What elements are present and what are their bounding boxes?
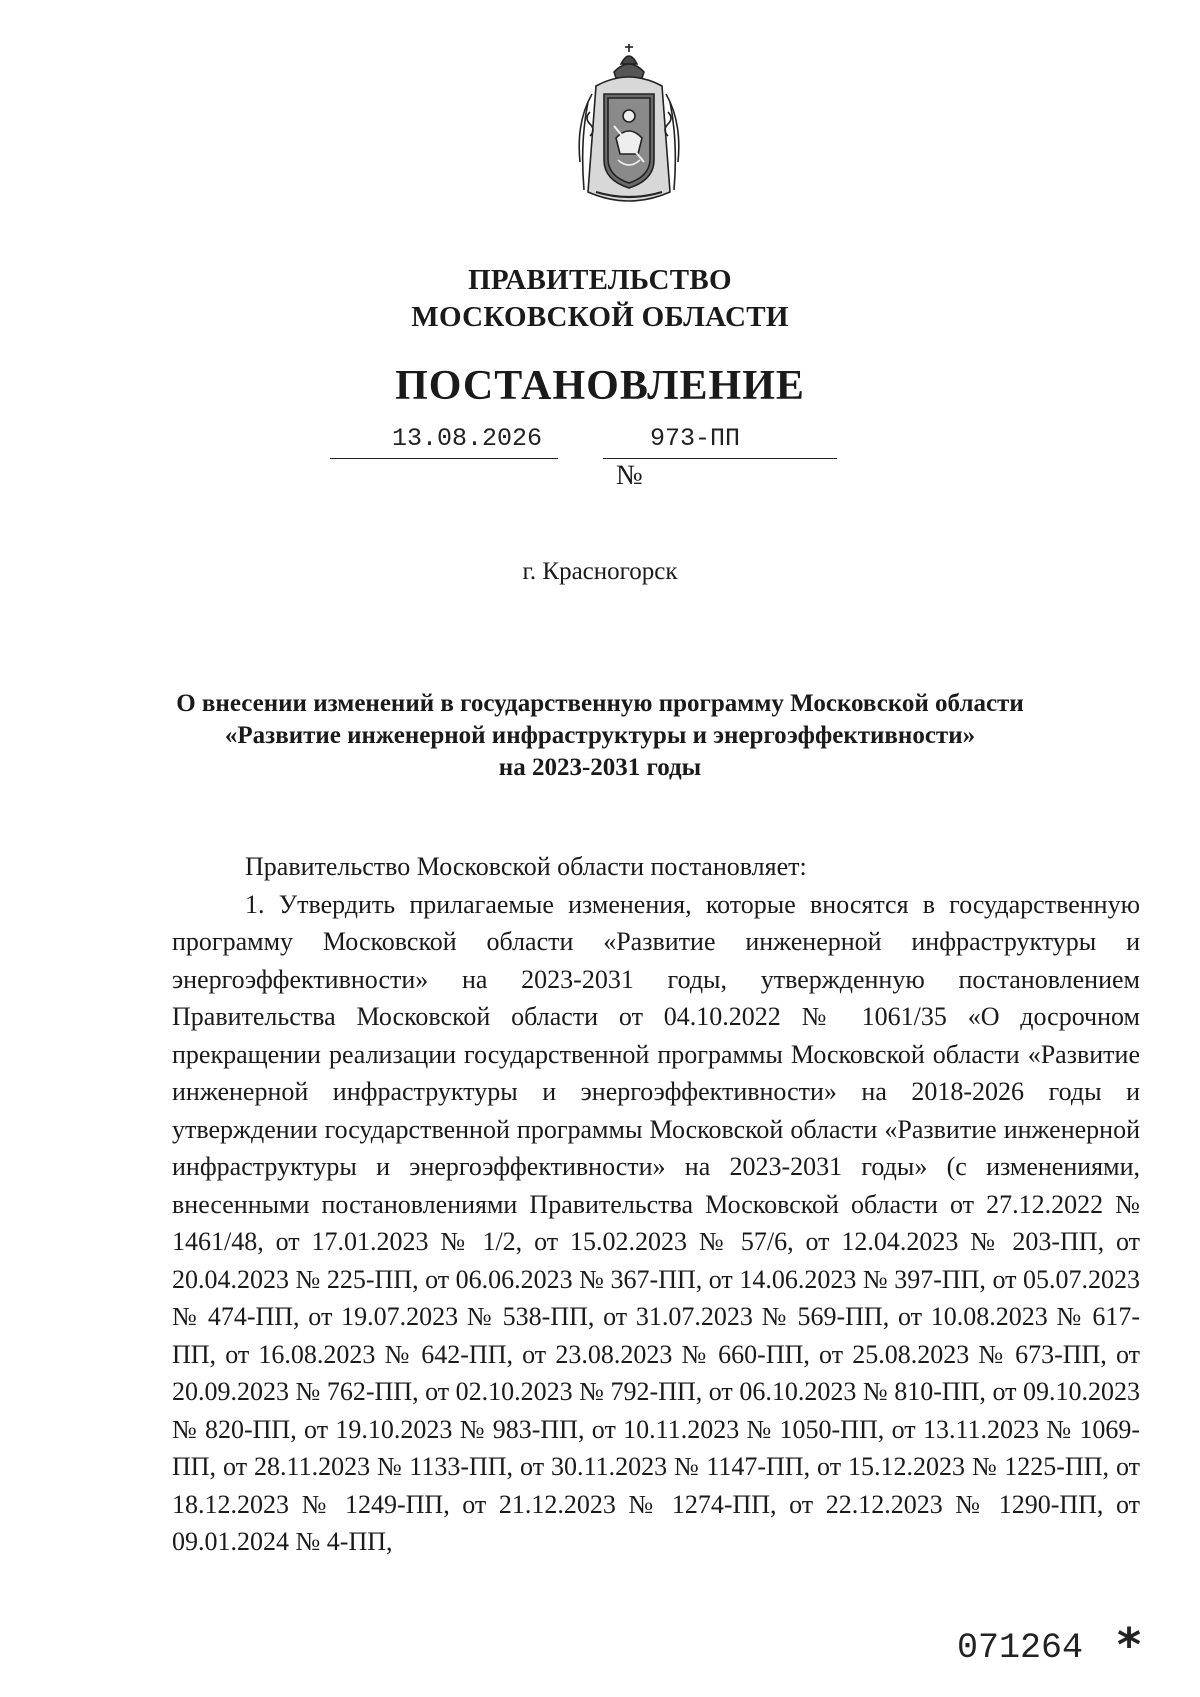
coat-of-arms-icon — [566, 42, 692, 210]
date-underline — [330, 458, 558, 459]
registration-date: 13.08.2026 — [392, 424, 543, 453]
body-intro: Правительство Московской области постановляет: — [245, 852, 807, 881]
organization-region: МОСКОВСКОЙ ОБЛАСТИ — [411, 301, 789, 333]
serial-number: 071264 — [957, 1628, 1084, 1668]
document-type: ПОСТАНОВЛЕНИЕ — [395, 363, 805, 409]
subject-line-3: на 2023-2031 годы — [498, 754, 702, 781]
number-sign: № — [616, 460, 643, 491]
organization-name: ПРАВИТЕЛЬСТВО — [468, 264, 732, 296]
subject-line-1: О внесении изменений в государственную программу Московской области — [176, 690, 1024, 717]
asterisk-mark: * — [1117, 1618, 1142, 1672]
number-underline — [603, 458, 837, 459]
document-subject — [150, 688, 1050, 784]
registration-number: 973-ПП — [650, 424, 741, 453]
subject-line-2: «Развитие инженерной инфраструктуры и энергоэффективности» — [224, 722, 976, 749]
city-line: г. Красногорск — [522, 558, 678, 585]
body-item-1: 1. Утвердить прилагаемые изменения, которые вносятся в государственную программу Московской области «Развитие инженерной инфраструктуры и энергоэффективности» на 2023-2031 годы, утвержденную постановлением Правительства Московской области от 04.10.2022 № 1061/35 «О досрочном прекращении реализации государственной программы Московской области «Развитие инженерной инфраструктуры и энергоэффективности» на 2018-2026 годы и утверждении государственной программы Московской области «Развитие инженерной инфраструктуры и энергоэффективности» на 2023-2031 годы» (с изменениями, внесенными постановлениями Правительства Московской области от 27.12.2022 № 1461/48, от 17.01.2023 № 1/2, от 15.02.2023 № 57/6, от 12.04.2023 № 203-ПП, от 20.04.2023 № 225-ПП, от 06.06.2023 № 367-ПП, от 14.06.2023 № 397-ПП, от 05.07.2023 № 474-ПП, от 19.07.2023 № 538-ПП, от 31.07.2023 № 569-ПП, от 10.08.2023 № 617-ПП, от 16.08.2023 № 642-ПП, от 23.08.2023 № 660-ПП, от 25.08.2023 № 673-ПП, от 20.09.2023 № 762-ПП, от 02.10.2023 № 792-ПП, от 06.10.2023 № 810-ПП, от 09.10.2023 № 820-ПП, от 19.10.2023 № 983-ПП, от 10.11.2023 № 1050-ПП, от 13.11.2023 № 1069-ПП, от 28.11.2023 № 1133-ПП, от 30.11.2023 № 1147-ПП, от 15.12.2023 № 1225-ПП, от 18.12.2023 № 1249-ПП, от 21.12.2023 № 1274-ПП, от 22.12.2023 № 1290-ПП, от 09.01.2024 № 4-ПП, — [172, 889, 1140, 1556]
document-body — [172, 848, 1140, 1561]
